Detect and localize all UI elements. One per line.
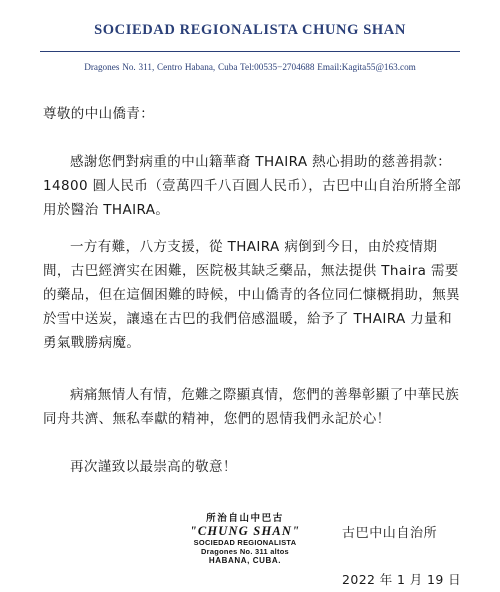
- seal-line-2: Dragones No. 311 altos: [201, 547, 289, 556]
- letterhead-title: SOCIEDAD REGIONALISTA CHUNG SHAN: [94, 22, 406, 38]
- seal-chinese-name: 所治自山中巴古: [206, 513, 284, 524]
- organization-seal-stamp: [170, 513, 320, 566]
- seal-line-1: SOCIEDAD REGIONALISTA: [193, 538, 297, 547]
- seal-city: HABANA, CUBA.: [208, 556, 282, 565]
- letter-paragraph-4: 再次謹致以最崇高的敬意！: [70, 459, 237, 475]
- seal-org-name: "CHUNG SHAN": [189, 524, 301, 538]
- letter-date: 2022 年 1 月 19 日: [342, 572, 462, 587]
- letter-paragraph-1: 感謝您們對病重的中山籍華裔 THAIRA 熱心捐助的慈善捐款：14800 圓人民币（壹萬四千八百圓人民币），古巴中山自治所將全部用於醫治 THAIRA。: [43, 154, 462, 218]
- letter-signatory: 古巴中山自治所: [342, 526, 438, 541]
- letterhead-contact: Dragones No. 311, Centro Habana, Cuba Tel:00535−2704688 Email:Kagita55@163.com: [84, 62, 416, 72]
- letter-paragraph-3: 病痛無情人有情，危難之際顯真情，您們的善舉彰顯了中華民族同舟共濟、無私奉獻的精神，您們的恩情我們永記於心！: [43, 387, 460, 427]
- letterhead-divider: [40, 51, 460, 52]
- letter-paragraph-2: 一方有難，八方支援，從 THAIRA 病倒到今日，由於疫情期間，古巴經濟实在困難，医院极其缺乏藥品，無法提供 Thaira 需要的藥品，但在這個困難的時候，中山僑青的各位同仁慷概捐助，無異於雪中送炭，讓遠在古巴的我們倍感溫暖，給予了 THAIRA 力量和勇氣戰勝病魔。: [43, 239, 460, 351]
- letter-greeting: 尊敬的中山僑青：: [43, 106, 155, 122]
